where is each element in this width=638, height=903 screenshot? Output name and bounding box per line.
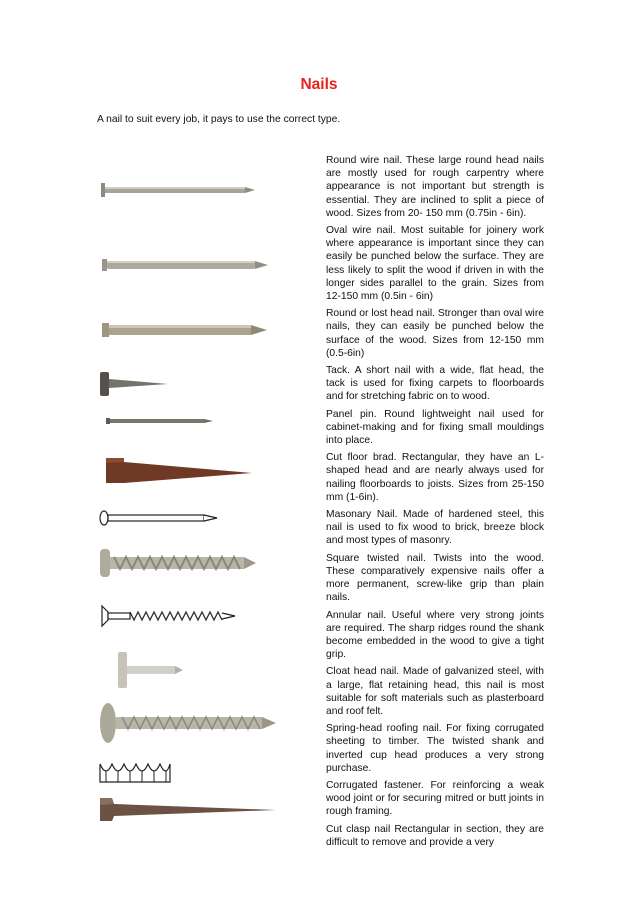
entry-cut-floor-brad: Cut floor brad. Rectangular, they have an L-shaped head and are nearly always used for nailing floorboards to joists. Sizes from 25-150 mm (1-6in). xyxy=(326,452,544,503)
round-wire-nail-image xyxy=(98,181,258,199)
lost-head-nail-image xyxy=(100,320,270,340)
corrugated-fastener-image xyxy=(98,762,172,784)
nail-descriptions xyxy=(326,154,544,853)
entry-round-wire-nail: Round wire nail. These large round head nails are mostly used for rough carpentry where appearance is not important but strength is essential. They are inclined to split a piece of wood. Sizes from 20- 150 mm (0.75in - 6in). xyxy=(326,155,544,219)
cut-floor-brad-image xyxy=(104,457,254,485)
entry-spring-head-roofing-nail: Spring-head roofing nail. For fixing corrugated sheeting to timber. The twisted shank and inverted cup head produces a very strong purchase. xyxy=(326,723,544,774)
entry-cloat-head-nail: Cloat head nail. Made of galvanized steel, with a large, flat retaining head, this nail is most suitable for soft materials such as plasterboard and roof felt. xyxy=(326,666,544,717)
entry-lost-head-nail: Round or lost head nail. Stronger than oval wire nails, they can easily be punched below the surface of the wood. Sizes from 12-150 mm (0.5-6in) xyxy=(326,308,544,359)
entry-cut-clasp-nail: Cut clasp nail Rectangular in section, they are difficult to remove and provide a very xyxy=(326,823,544,848)
entry-square-twisted-nail: Square twisted nail. Twists into the wood. These comparatively expensive nails offer a more permanent, screw-like grip than plain nails. xyxy=(326,552,544,604)
entry-annular-nail: Annular nail. Useful where very strong joints are required. The sharp ridges round the shank become embedded in the wood to give a tight grip. xyxy=(326,609,544,661)
masonry-nail-image xyxy=(98,509,220,527)
page-title: Nails xyxy=(300,76,338,93)
oval-wire-nail-image xyxy=(100,257,270,273)
entry-masonry-nail: Masonary Nail. Made of hardened steel, this nail is used to fix wood to brick, breeze block and most types of masonry. xyxy=(326,509,544,547)
entry-panel-pin: Panel pin. Round lightweight nail used for cabinet-making and for fixing small mouldings into place. xyxy=(326,408,544,447)
annular-nail-image xyxy=(98,603,238,629)
intro-text: A nail to suit every job, it pays to use the correct type. xyxy=(97,114,341,125)
cut-clasp-nail-image xyxy=(98,795,278,823)
tack-image xyxy=(98,370,170,400)
cloat-head-nail-image xyxy=(115,650,185,690)
square-twisted-nail-image xyxy=(98,545,258,581)
entry-oval-wire-nail: Oval wire nail. Most suitable for joinery work where appearance is important since they can easily be punched below the surface. They are less likely to split the wood if driven in with the longer sides parallel to the grain. Sizes from 12-150 mm (0.5in - 6in) xyxy=(326,225,544,303)
panel-pin-image xyxy=(105,416,215,426)
entry-tack: Tack. A short nail with a wide, flat head, the tack is used for fixing carpets to floorboards and for stretching fabric on to wood. xyxy=(326,365,544,403)
spring-head-roofing-nail-image xyxy=(98,700,278,746)
entry-corrugated-fastener: Corrugated fastener. For reinforcing a weak wood joint or for securing mitred or butt joints in rough framing. xyxy=(326,779,544,818)
